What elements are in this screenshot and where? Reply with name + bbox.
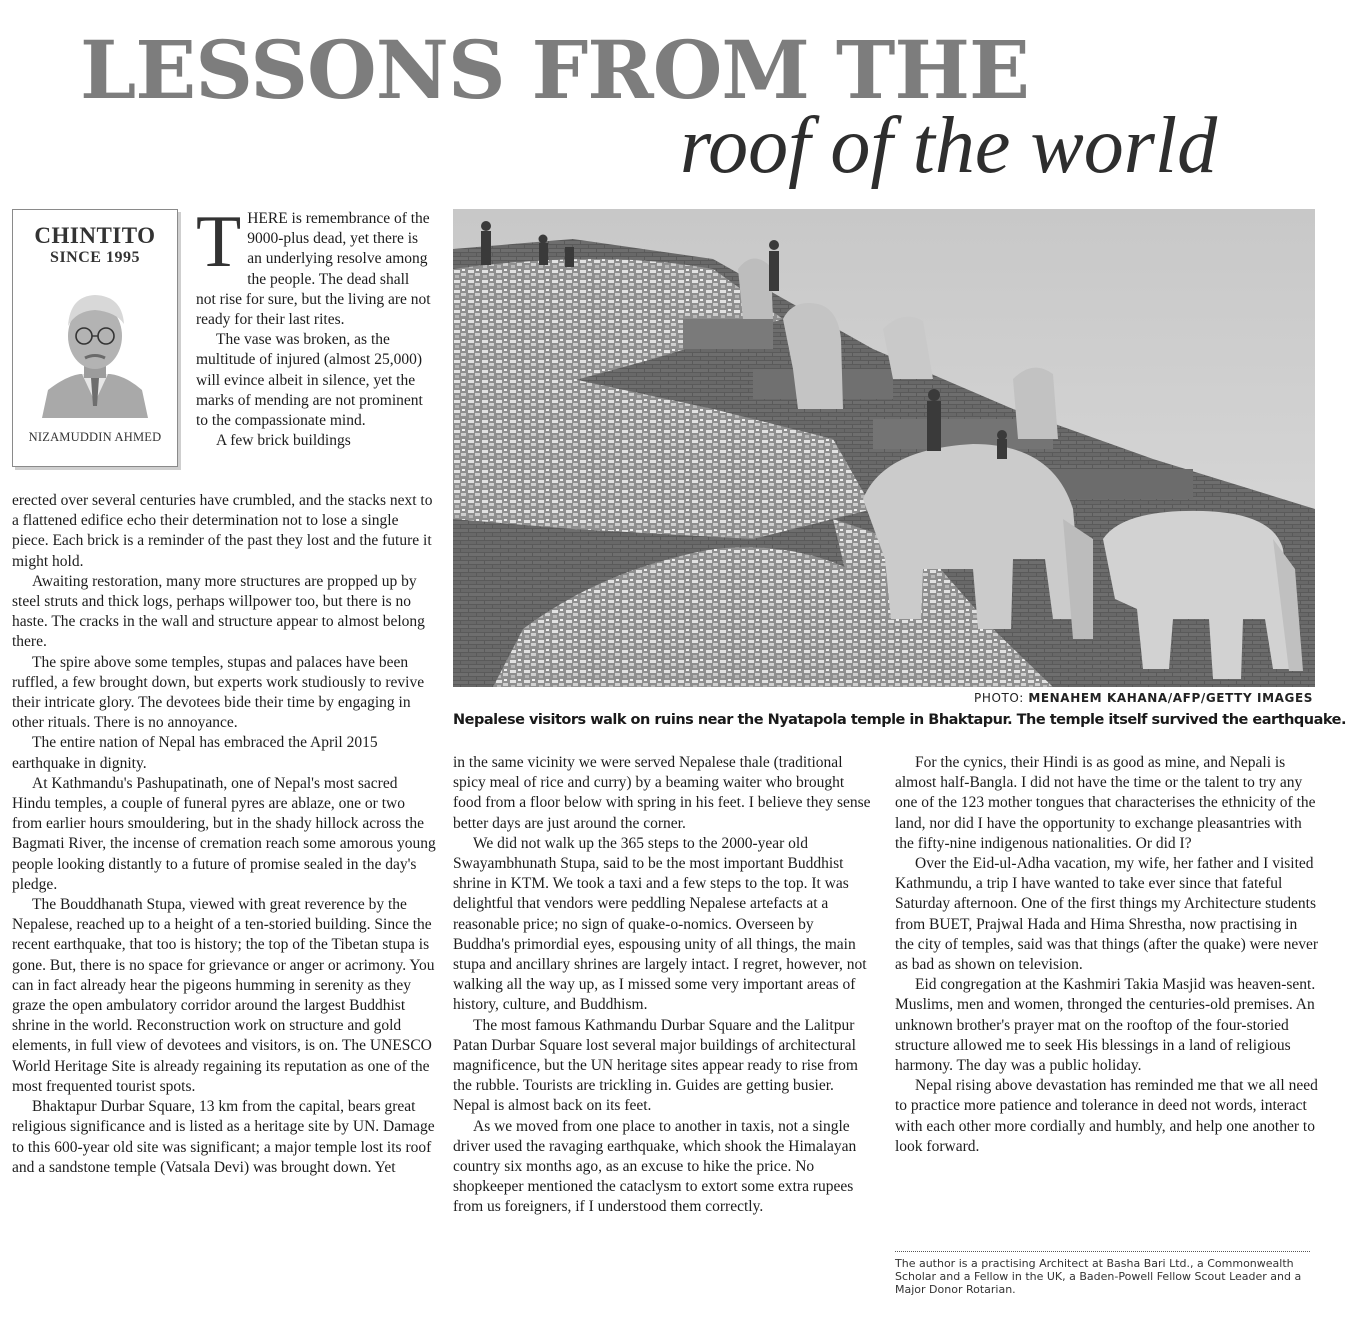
paragraph: At Kathmandu's Pashupatinath, one of Nepal's most sacred Hindu temples, a couple of funeral pyres are ablaze, one or two from earlier hours smouldering, but in the shady hillock across the Bagmati River, the incense of cremation reach some amorous young people looking distantly to a future of promise sealed in the day's pledge. <box>12 774 436 893</box>
column-name: CHINTITO <box>34 223 156 248</box>
paragraph: Eid congregation at the Kashmiri Takia Masjid was heaven-sent. Muslims, men and women, thronged the centuries-old premises. An unknown brother's prayer mat on the rooftop of the four-storied structure allowed me to seek His blessings in a land of religious harmony. The day was a public holiday. <box>895 976 1316 1075</box>
paragraph: erected over several centuries have crumbled, and the stacks next to a flattened edifice echo their determination not to lose a single piece. Each brick is a reminder of the past they lost and the future it might hold. <box>12 492 433 570</box>
headline-line-1: LESSONS FROM THE <box>80 23 1029 117</box>
paragraph: A few brick buildings <box>216 432 351 450</box>
paragraph: For the cynics, their Hindi is as good as mine, and Nepali is almost half-Bangla. I did not have the time or the talent to try any one of the 123 mother tongues that characterises the ethnicity of the land, nor did I have the opportunity to exchange pleasantries with the fifty-nine indigenous nationalities. Or did I? <box>895 754 1316 852</box>
paragraph: Awaiting restoration, many more structures are propped up by steel struts and thick logs, perhaps willpower too, but there is no haste. The cracks in the wall and structure appear to almost belong there. <box>12 572 425 651</box>
photo-caption: Nepalese visitors walk on ruins near the Nyatapola temple in Bhaktapur. The temple itself survived the earthquake. <box>453 712 1347 728</box>
author-note-divider <box>895 1251 1310 1252</box>
body-column-1-top <box>196 201 432 451</box>
paragraph: The vase was broken, as the multitude of injured (almost 25,000) will evince albeit in silence, yet the marks of mending are not prominent to the compassionate mind. <box>196 331 423 430</box>
dropcap: T <box>196 201 242 283</box>
paragraph: Bhaktapur Durbar Square, 13 km from the capital, bears great religious significance and is listed as a heritage site by UN. Damage to this 600-year old site was significant; a major temple lost its roof and a sandstone temple (Vatsala Devi) was brought down. Yet <box>12 1098 435 1176</box>
paragraph: in the same vicinity we were served Nepalese thale (traditional spicy meal of rice and curry) by a beaming waiter who brought food from a floor below with spring in his feet. I believe they sense better days are just around the corner. <box>453 754 871 832</box>
body-column-1 <box>12 491 436 1178</box>
photo-credit: PHOTO: MENAHEM KAHANA/AFP/GETTY IMAGES <box>973 691 1313 705</box>
paragraph: The entire nation of Nepal has embraced the April 2015 earthquake in dignity. <box>12 734 378 772</box>
paragraph: Nepal rising above devastation has reminded me that we all need to practice more patience and tolerance in deed not words, interact with each other more cordially and humbly, and help one another to look forward. <box>895 1077 1318 1155</box>
author-note: The author is a practising Architect at Basha Bari Ltd., a Commonwealth Scholar and a Fellow in the UK, a Baden-Powell Fellow Scout Leader and a Major Donor Rotarian. <box>895 1257 1302 1296</box>
paragraph: The Bouddhanath Stupa, viewed with great reverence by the Nepalese, reached up to a height of a ten-storied building. Since the recent earthquake, that too is history; the top of the Tibetan stupa is gone. But, there is no space for grievance or anger or acrimony. You can in fact already hear the pigeons humming in serenity as they graze the open ambulatory corridor around the largest Buddhist shrine in the world. Reconstruction work on structure and gold elements, in full view of devotees and visitors, is on. The UNESCO World Heritage Site is already regaining its reputation as one of the most frequented tourist spots. <box>12 896 435 1095</box>
paragraph: THERE is remembrance of the 9000-plus dead, yet there is an underlying resolve among the people. The dead shall not rise for sure, but the living are not ready for their last rites. <box>196 201 431 329</box>
author-name: NIZAMUDDIN AHMED <box>28 430 162 444</box>
paragraph: The most famous Kathmandu Durbar Square and the Lalitpur Patan Durbar Square lost several major buildings of architectural magnificence, but the UN heritage sites appear ready to rise from the rubble. Tourists are trickling in. Guides are getting busier. Nepal is almost back on its feet. <box>453 1016 858 1115</box>
body-column-2 <box>453 753 873 1218</box>
paragraph: The spire above some temples, stupas and palaces have been ruffled, a few brought down, but experts work studiously to revive their intricate glory. The devotees bide their time by engaging in other rituals. There is no annoyance. <box>12 653 425 732</box>
paragraph: Over the Eid-ul-Adha vacation, my wife, her father and I visited Kathmundu, a trip I have wanted to take ever since that fateful Saturday afternoon. One of the first things my Architecture students from BUET, Prajwal Hada and Hima Shrestha, now practising in the city of temples, said was that things (after the quake) were never as bad as shown on television. <box>895 855 1319 974</box>
columnist-box <box>12 209 178 467</box>
body-column-3 <box>895 753 1319 1157</box>
column-since: SINCE 1995 <box>50 249 140 266</box>
paragraph: As we moved from one place to another in taxis, not a single driver used the ravaging earthquake, which shook the Himalayan country six months ago, as an excuse to hike the price. No shopkeeper mentioned the cataclysm to extort some extra rupees from us foreigners, if I understood them correctly. <box>453 1117 857 1216</box>
author-portrait <box>36 278 154 418</box>
paragraph: We did not walk up the 365 steps to the 2000-year old Swayambhunath Stupa, said to be the most important Buddhist shrine in KTM. We took a taxi and a few steps to the top. It was delightful that vendors were peddling Nepalese artefacts at a reasonable price; no sign of quake-o-nomics. Overseen by Buddha's primordial eyes, espousing unity of all things, the main stupa and ancillary shrines are largely intact. I regret, however, not walking all the way up, as I missed some very important areas of history, culture, and Buddhism. <box>453 834 867 1014</box>
headline-line-2: roof of the world <box>680 102 1218 190</box>
earthquake-ruins-photo <box>453 209 1315 687</box>
